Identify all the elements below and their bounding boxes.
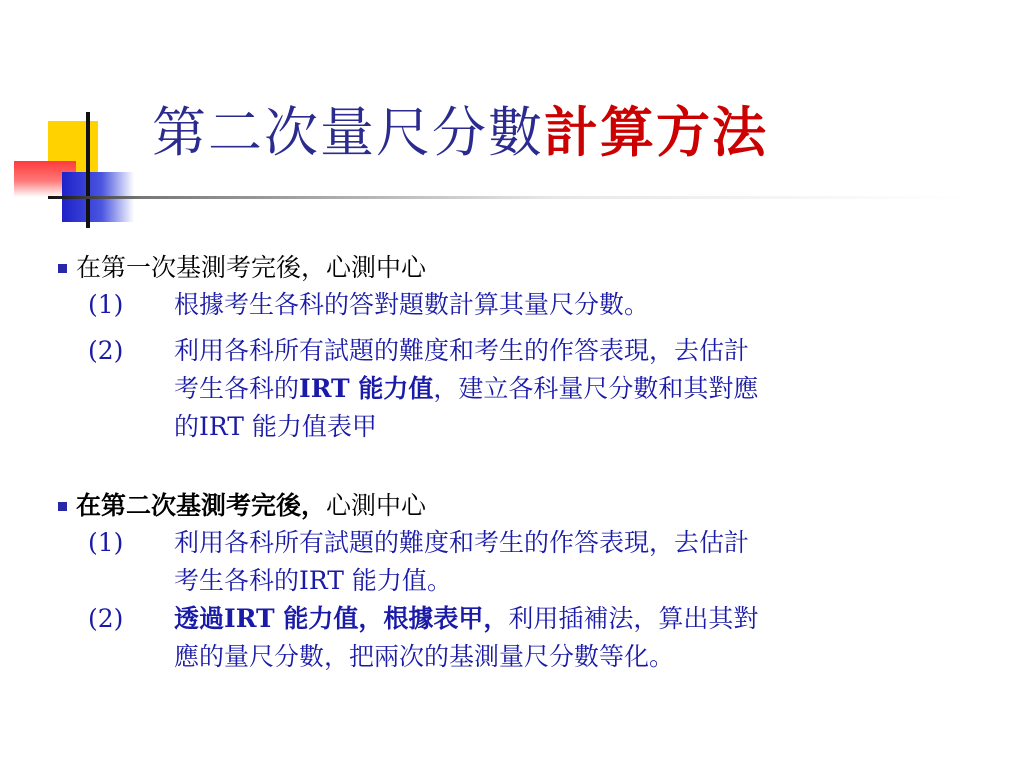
item-line: 的IRT 能力值表甲 [174,412,377,441]
item-number: (1) [88,290,124,319]
slide-body [58,250,958,676]
bullet-1-head: 在第一次基測考完後，心測中心 [76,253,427,282]
vertical-rule [86,112,90,228]
item-number: (1) [88,528,124,557]
item-line [174,332,964,370]
bullet-2-item-1 [88,524,964,600]
bullet-square-icon [58,502,67,511]
bullet-2-head-bold: 在第二次基測考完後， [76,491,327,520]
item-line-part: ，建立各科量尺分數和其對應 [433,374,759,403]
item-line: 考生各科的IRT 能力值。 [174,566,452,595]
item-line [174,600,964,638]
item-line [174,370,964,408]
item-line-bold: IRT 能力值 [299,374,434,403]
bullet-2-head-rest: 心測中心 [326,491,427,520]
bullet-1-item-2 [88,332,964,446]
item-number: (2) [88,604,124,633]
page-title [152,92,768,172]
bullet-2 [58,488,958,524]
item-number: (2) [88,336,124,365]
logo-decoration [0,0,160,240]
item-line: 根據考生各科的答對題數計算其量尺分數。 [174,290,650,319]
item-line-part: 考生各科的 [174,374,300,403]
bullet-1 [58,250,958,286]
bullet-1-item-1 [88,286,964,324]
title-normal: 第二次量尺分數 [152,101,544,164]
bullet-square-icon [58,264,67,273]
title-emphasis: 計算方法 [544,100,768,164]
item-line: 利用各科所有試題的難度和考生的作答表現，去估計 [174,528,750,557]
bullet-2-item-2 [88,600,964,676]
item-line-bold: 透過IRT 能力值，根據表甲， [174,604,509,633]
item-line-part: 利用插補法，算出其對 [508,604,759,633]
item-line: 應的量尺分數，把兩次的基測量尺分數等化。 [174,642,675,671]
title-underline [48,196,968,199]
item-line-part: 利用各科所有試題的難度和考生的作答表現，去估計 [174,336,750,365]
